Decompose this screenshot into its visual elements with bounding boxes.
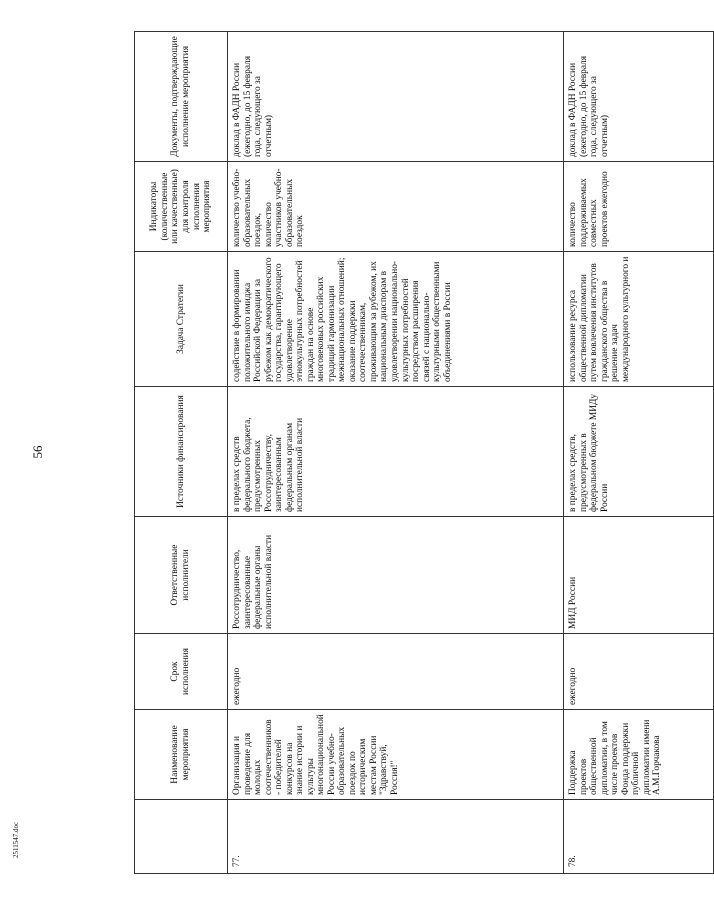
- header-name: Наименование мероприятия: [135, 710, 228, 800]
- row-number: 77.: [228, 800, 564, 874]
- row-task: содействие в формировании положительного имиджа Российской Федерации за рубежом как демократического государства, гарантирующего удовлетворение этнокультурных потребностей граждан на основе многовековых российских традиций гармонизации межнациональных отношений; оказание поддержки соотечественникам, проживающим за рубежом, их национальным диаспорам в удовлетворении национально-культурных потребностей посредством расширения связей с национально-культурными общественными объединениями в России: [228, 252, 564, 387]
- row-indicators: количество поддерживаемых совместных проектов ежегодно: [564, 162, 714, 252]
- row-indicators: количество учебно-образовательных поездок, количество участников учебно-образовательных поездок: [228, 162, 564, 252]
- header-row: [135, 32, 228, 874]
- table-row: [228, 32, 564, 874]
- row-documents: доклад в ФАДН России (ежегодно, до 15 февраля года, следующего за отчетным): [564, 32, 714, 162]
- row-documents: доклад в ФАДН России (ежегодно, до 15 февраля года, следующего за отчетным): [228, 32, 564, 162]
- page-number: 56: [30, 445, 45, 459]
- row-name: Поддержка проектов общественной дипломатии, в том числе проектов Фонда поддержки публичной дипломатии имени А.М.Горчакова: [564, 710, 714, 800]
- header-executors: Ответственные исполнители: [135, 517, 228, 634]
- row-task: использование ресурса общественной дипломатии путем вовлечения институтов гражданского общества в решение задач международного культурного и: [564, 252, 714, 387]
- row-name: Организация и проведение для молодых соотечественников - победителей конкурсов на знание истории и культуры многонациональной России учебно-образовательных поездок по историческим местам России "Здравствуй, Россия!": [228, 710, 564, 800]
- table-row: [564, 32, 714, 874]
- header-term: Срок исполнения: [135, 634, 228, 710]
- rotated-table-frame: [134, 32, 663, 874]
- header-documents: Документы, подтверждающие исполнение мероприятия: [135, 32, 228, 162]
- row-executors: Россотрудничество, заинтересованные федеральные органы исполнительной власти: [228, 517, 564, 634]
- row-executors: МИД России: [564, 517, 714, 634]
- row-term: ежегодно: [564, 634, 714, 710]
- header-funding: Источники финансирования: [135, 387, 228, 517]
- header-task: Задача Стратегии: [135, 252, 228, 387]
- row-number: 78.: [564, 800, 714, 874]
- row-funding: в пределах средств, предусмотренных в федеральном бюджете МИДу России: [564, 387, 714, 517]
- document-id: 2511547.doc: [12, 821, 20, 858]
- measures-table: [134, 31, 714, 874]
- header-indicators: Индикаторы (количественные или качественные) для контроля исполнения мероприятия: [135, 162, 228, 252]
- row-term: ежегодно: [228, 634, 564, 710]
- header-num: [135, 800, 228, 874]
- row-funding: в пределах средств федерального бюджета, предусмотренных Россотрудничеству, заинтересованным федеральным органам исполнительной власти: [228, 387, 564, 517]
